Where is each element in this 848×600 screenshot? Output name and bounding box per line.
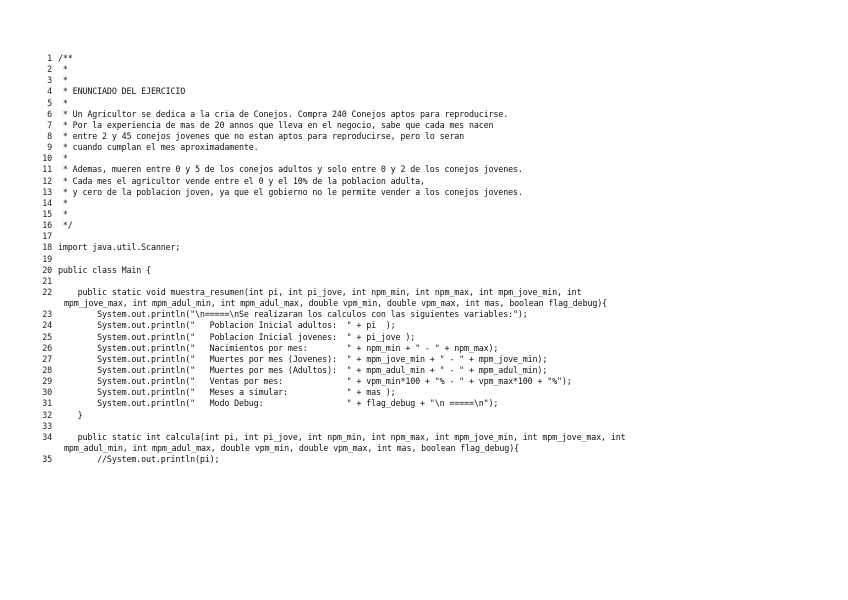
code-text: System.out.println("\n=====\nSe realizaran los calculos con las siguientes variables:");	[58, 309, 528, 320]
code-text: System.out.println(" Muertes por mes (Adultos): " + mpm_adul_min + " - " + mpm_adul_min);	[58, 364, 548, 375]
code-listing	[0, 53, 848, 465]
code-line	[0, 354, 848, 365]
code-line	[0, 64, 848, 75]
code-text: public class Main {	[58, 264, 151, 275]
code-line	[0, 332, 848, 343]
code-line	[0, 365, 848, 376]
code-text: * Cada mes el agricultor vende entre el 0 y el 10% de la poblacion adulta,	[58, 175, 425, 186]
line-number: 15	[42, 208, 52, 219]
code-line	[0, 187, 848, 198]
line-number: 33	[42, 420, 52, 431]
code-text: System.out.println(" Ventas por mes: " + vpm_min*100 + "% - " + vpm_max*100 + "%");	[58, 376, 572, 387]
line-number: 24	[42, 320, 52, 331]
code-line	[0, 320, 848, 331]
code-text: * y cero de la poblacion joven, ya que el gobierno no le permite vender a los conejos jovenes.	[58, 186, 523, 197]
code-line	[0, 153, 848, 164]
line-number: 22	[42, 286, 52, 297]
code-text: //System.out.println(pi);	[58, 454, 220, 465]
code-text: System.out.println(" Muertes por mes (Jovenes): " + mpm_jove_min + " - " + mpm_jove_min);	[58, 353, 548, 364]
code-line	[0, 231, 848, 242]
line-number: 25	[42, 331, 52, 342]
line-number: 19	[42, 253, 52, 264]
code-text: * cuando cumplan el mes aproximadamente.	[58, 142, 259, 153]
code-text: System.out.println(" Poblacion Inicial jovenes: " + pi_jove );	[58, 331, 416, 342]
line-number: 7	[47, 119, 52, 130]
line-number: 27	[42, 353, 52, 364]
code-line	[0, 287, 848, 298]
code-line	[0, 276, 848, 287]
line-number: 10	[42, 153, 52, 164]
code-line	[0, 220, 848, 231]
line-number: 6	[47, 108, 52, 119]
code-text: *	[58, 153, 68, 164]
code-line	[0, 242, 848, 253]
line-number: 18	[42, 242, 52, 253]
code-text: * Por la experiencia de mas de 20 annos que lleva en el negocio, sabe que cada mes nacen	[58, 119, 494, 130]
code-text: *	[58, 64, 68, 75]
line-number: 8	[47, 130, 52, 141]
code-line	[0, 421, 848, 432]
code-line	[0, 142, 848, 153]
line-number: 2	[47, 64, 52, 75]
line-number: 21	[42, 275, 52, 286]
line-number: 12	[42, 175, 52, 186]
code-line	[0, 109, 848, 120]
line-number: 13	[42, 186, 52, 197]
line-number: 16	[42, 220, 52, 231]
code-text: *	[58, 75, 68, 86]
line-number: 20	[42, 264, 52, 275]
line-number: 11	[42, 164, 52, 175]
code-line	[0, 86, 848, 97]
code-line-continuation	[0, 298, 848, 309]
code-line	[0, 131, 848, 142]
code-text: System.out.println(" Meses a simular: " + mas );	[58, 387, 396, 398]
code-line	[0, 343, 848, 354]
line-number: 4	[47, 86, 52, 97]
code-line	[0, 309, 848, 320]
code-line	[0, 198, 848, 209]
line-number: 26	[42, 342, 52, 353]
line-number: 9	[47, 142, 52, 153]
code-text: /**	[58, 53, 73, 63]
line-number: 29	[42, 376, 52, 387]
code-line	[0, 98, 848, 109]
line-number: 28	[42, 364, 52, 375]
line-number: 35	[42, 454, 52, 465]
code-text: System.out.println(" Nacimientos por mes: " + npm_min + " - " + npm_max);	[58, 342, 499, 353]
line-number: 30	[42, 387, 52, 398]
code-line	[0, 120, 848, 131]
code-text: public static void muestra_resumen(int pi, int pi_jove, int npm_min, int npm_max, int mpm_jove_min, int	[58, 286, 582, 297]
code-text: */	[58, 220, 73, 231]
line-number: 1	[47, 53, 52, 63]
code-text: mpm_jove_max, int mpm_adul_min, int mpm_adul_max, double vpm_min, double vpm_max, int mas, boolean flag_debug){	[64, 298, 608, 309]
code-text: public static int calcula(int pi, int pi_jove, int npm_min, int npm_max, int mpm_jove_min, int mpm_jove_max, int	[58, 431, 626, 442]
line-number: 31	[42, 398, 52, 409]
code-text: mpm_adul_min, int mpm_adul_max, double vpm_min, double vpm_max, int mas, boolean flag_debug){	[64, 442, 519, 453]
code-line	[0, 376, 848, 387]
code-text: *	[58, 97, 68, 108]
code-line	[0, 410, 848, 421]
code-line	[0, 75, 848, 86]
line-number: 34	[42, 431, 52, 442]
line-number: 14	[42, 197, 52, 208]
code-text: *	[58, 197, 68, 208]
code-text: * ENUNCIADO DEL EJERCICIO	[58, 86, 186, 97]
code-line	[0, 398, 848, 409]
code-text: System.out.println(" Modo Debug: " + flag_debug + "\n =====\n");	[58, 398, 499, 409]
code-text: * Un Agricultor se dedica a la cria de Conejos. Compra 240 Conejos aptos para reproducirse.	[58, 108, 509, 119]
line-number: 3	[47, 75, 52, 86]
code-text: import java.util.Scanner;	[58, 242, 181, 253]
code-line	[0, 265, 848, 276]
code-line	[0, 53, 848, 64]
code-text: * entre 2 y 45 conejos jovenes que no estan aptos para reproducirse, pero lo seran	[58, 130, 465, 141]
code-line	[0, 387, 848, 398]
line-number: 32	[42, 409, 52, 420]
code-text: *	[58, 208, 68, 219]
line-number: 17	[42, 231, 52, 242]
code-text: * Ademas, mueren entre 0 y 5 de los conejos adultos y solo entre 0 y 2 de los conejos jovenes.	[58, 164, 523, 175]
code-line	[0, 176, 848, 187]
code-line	[0, 454, 848, 465]
code-text: System.out.println(" Poblacion Inicial adultos: " + pi );	[58, 320, 396, 331]
code-line	[0, 432, 848, 443]
line-number: 5	[47, 97, 52, 108]
code-text: }	[58, 409, 83, 420]
code-line-continuation	[0, 443, 848, 454]
code-line	[0, 209, 848, 220]
code-line	[0, 254, 848, 265]
code-line	[0, 164, 848, 175]
line-number: 23	[42, 309, 52, 320]
